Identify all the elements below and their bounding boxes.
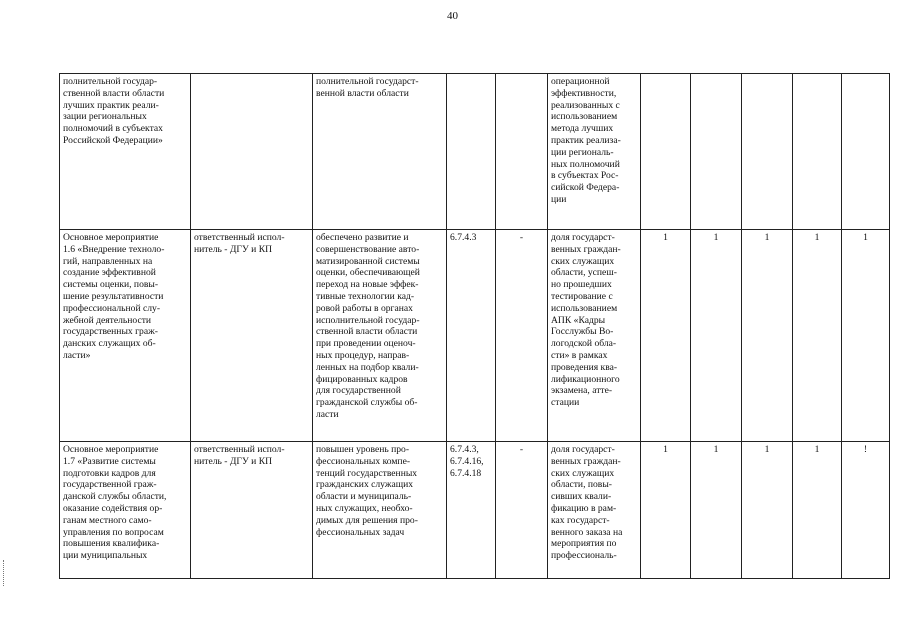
value-cell: 1 xyxy=(691,442,742,579)
value-cell: 1 xyxy=(742,442,793,579)
value-cell xyxy=(641,74,691,230)
value-cell: 1 xyxy=(742,230,793,442)
event-cell: полнительной государ- ственной власти области лучших практик реали- зации региональных полномочий в субъектах Российской Федерации» xyxy=(60,74,191,230)
executor-cell: ответственный испол- нитель - ДГУ и КП xyxy=(191,230,313,442)
dash-cell: - xyxy=(496,230,548,442)
value-cell: ! xyxy=(842,442,890,579)
value-cell: 1 xyxy=(691,230,742,442)
value-cell xyxy=(691,74,742,230)
executor-cell: ответственный испол- нитель - ДГУ и КП xyxy=(191,442,313,579)
event-cell: Основное мероприятие 1.7 «Развитие системы подготовки кадров для государственной граж- данской службы области, оказание содействия ор- ганам местного само- управления по вопросам повышения квалифика- ции муниципальных xyxy=(60,442,191,579)
indicator-cell: доля государст- венных граждан- ских служащих области, повы- сивших квали- фикацию в рам- ках государст- венного заказа на мероприятия по профессиональ- xyxy=(548,442,641,579)
code-cell: 6.7.4.3, 6.7.4.16, 6.7.4.18 xyxy=(447,442,496,579)
executor-cell xyxy=(191,74,313,230)
value-cell xyxy=(793,74,842,230)
program-table xyxy=(59,73,890,579)
page-number: 40 xyxy=(447,10,458,22)
dash-cell: - xyxy=(496,442,548,579)
indicator-cell: операционной эффективности, реализованных с использованием метода лучших практик реализа- ции региональ- ных полномочий в субъектах Рос- сийской Федера- ции xyxy=(548,74,641,230)
event-cell: Основное мероприятие 1.6 «Внедрение техноло- гий, направленных на создание эффективной системы оценки, повы- шение результативности профессиональной слу- жебной деятельности государственных граж- данских служащих об- ласти» xyxy=(60,230,191,442)
value-cell: 1 xyxy=(641,442,691,579)
value-cell xyxy=(842,74,890,230)
result-cell: полнительной государст- венной власти области xyxy=(313,74,447,230)
value-cell: 1 xyxy=(842,230,890,442)
value-cell: 1 xyxy=(793,442,842,579)
value-cell xyxy=(742,74,793,230)
result-cell: обеспечено развитие и совершенствование авто- матизированной системы оценки, обеспечивающей переход на новые эффек- тивные технологии кад- ровой работы в органах исполнительной государ- ственной власти области при проведении оценоч- ных процедур, направ- ленных на подбор квали- фицированных кадров для государственной гражданской службы об- ласти xyxy=(313,230,447,442)
value-cell: 1 xyxy=(641,230,691,442)
code-cell xyxy=(447,74,496,230)
code-cell: 6.7.4.3 xyxy=(447,230,496,442)
value-cell: 1 xyxy=(793,230,842,442)
table-row xyxy=(60,442,890,579)
indicator-cell: доля государст- венных граждан- ских служащих области, успеш- но прошедших тестирование с использованием АПК «Кадры Госслужбы Во- логодской обла- сти» в рамках проведения ква- лификационного экзамена, атте- стации xyxy=(548,230,641,442)
result-cell: повышен уровень про- фессиональных компе- тенций государственных гражданских служащих области и муниципаль- ных служащих, необхо- димых для решения про- фессиональных задач xyxy=(313,442,447,579)
scan-edge-mark xyxy=(3,560,6,586)
table-row xyxy=(60,230,890,442)
dash-cell xyxy=(496,74,548,230)
table-row xyxy=(60,74,890,230)
